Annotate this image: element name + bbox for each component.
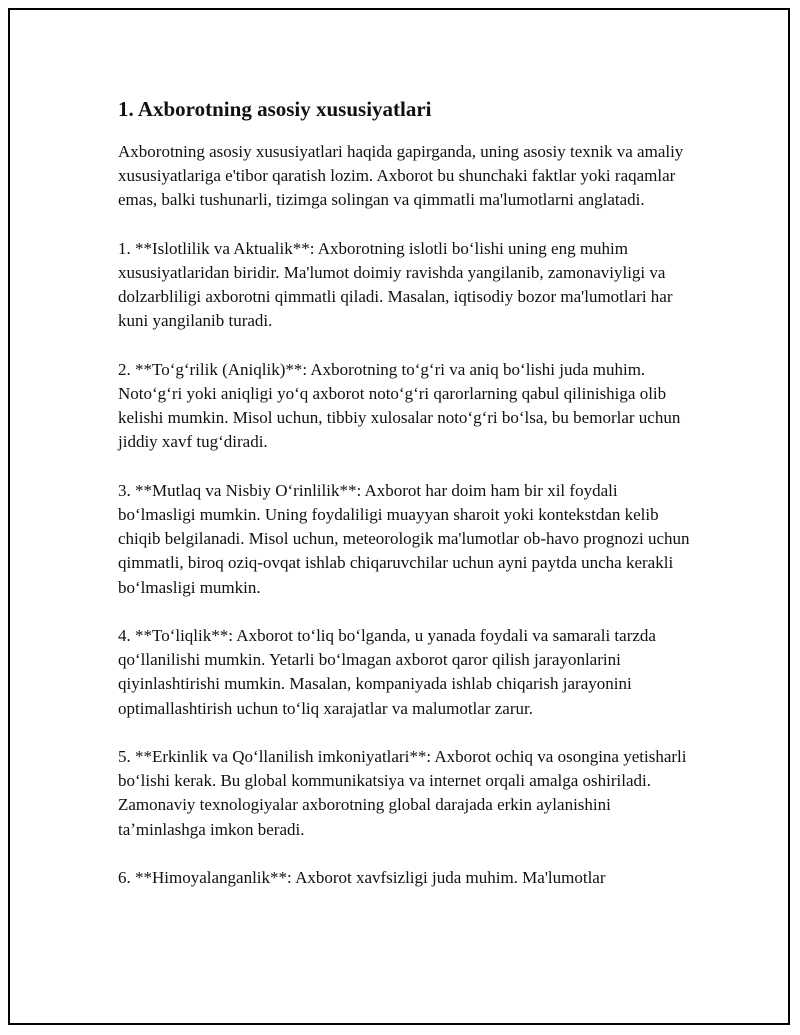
paragraph-togrilik: 2. **Toʻgʻrilik (Aniqlik)**: Axborotning toʻgʻri va aniq boʻlishi juda muhim. Notoʻgʻri yoki aniqligi yoʻq axborot notoʻgʻri qarorlarning qabul qilinishiga olib kelishi mumkin. Misol uchun, tibbiy xulosalar notoʻgʻri boʻlsa, bu bemorlar uchun jiddiy xavf tugʻdiradi.: [118, 359, 681, 452]
intro-paragraph: Axborotning asosiy xususiyatlari haqida gapirganda, uning asosiy texnik va amaliy xususiyatlariga e'tibor qaratish lozim. Axborot bu shunchaki faktlar yoki raqamlar emas, balki tushunarli, tizimga solingan va qimmatli ma'lumotlarni anglatadi.: [118, 142, 684, 210]
paragraph-orinlilik: 3. **Mutlaq va Nisbiy Oʻrinlilik**: Axborot har doim ham bir xil foydali boʻlmasligi mumkin. Uning foydaliligi muayyan sharoit yoki kontekstdan kelib chiqib belgilanadi. Misol uchun, meteorologik ma'lumotlar ob-havo prognozi uchun qimmatli, biroq oziq-ovqat ishlab chiqaruvchilar uchun ayni paytda uncha kerakli boʻlmasligi mumkin.: [118, 480, 690, 597]
document-page: [8, 8, 790, 1025]
paragraph-himoyalanganlik: 6. **Himoyalanganlik**: Axborot xavfsizligi juda muhim. Ma'lumotlar: [118, 868, 606, 887]
paragraph-islotlilik: 1. **Islotlilik va Aktualik**: Axborotning islotli boʻlishi uning eng muhim xususiyatlaridan biridir. Ma'lumot doimiy ravishda yangilanib, zamonaviyligi va dolzarbliligi axborotni qimmatli qiladi. Masalan, iqtisodiy bozor ma'lumotlari har kuni yangilanib turadi.: [118, 238, 673, 331]
document-body: [118, 94, 698, 914]
paragraph-erkinlik: 5. **Erkinlik va Qoʻllanilish imkoniyatlari**: Axborot ochiq va osongina yetisharli boʻlishi kerak. Bu global kommunikatsiya va internet orqali amalga oshiriladi. Zamonaviy texnologiyalar axborotning global darajada erkin aylanishini taʼminlashga imkon beradi.: [118, 747, 687, 839]
document-title: 1. Axborotning asosiy xususiyatlari: [118, 97, 432, 121]
paragraph-toliqlik: 4. **Toʻliqlik**: Axborot toʻliq boʻlganda, u yanada foydali va samarali tarzda qoʻllanilishi mumkin. Yetarli boʻlmagan axborot qaror qilish jarayonlarini qiyinlashtirishi mumkin. Masalan, kompaniyada ishlab chiqarish jarayonini optimallashtirish uchun toʻliq xarajatlar va malumotlar zarur.: [118, 626, 656, 718]
